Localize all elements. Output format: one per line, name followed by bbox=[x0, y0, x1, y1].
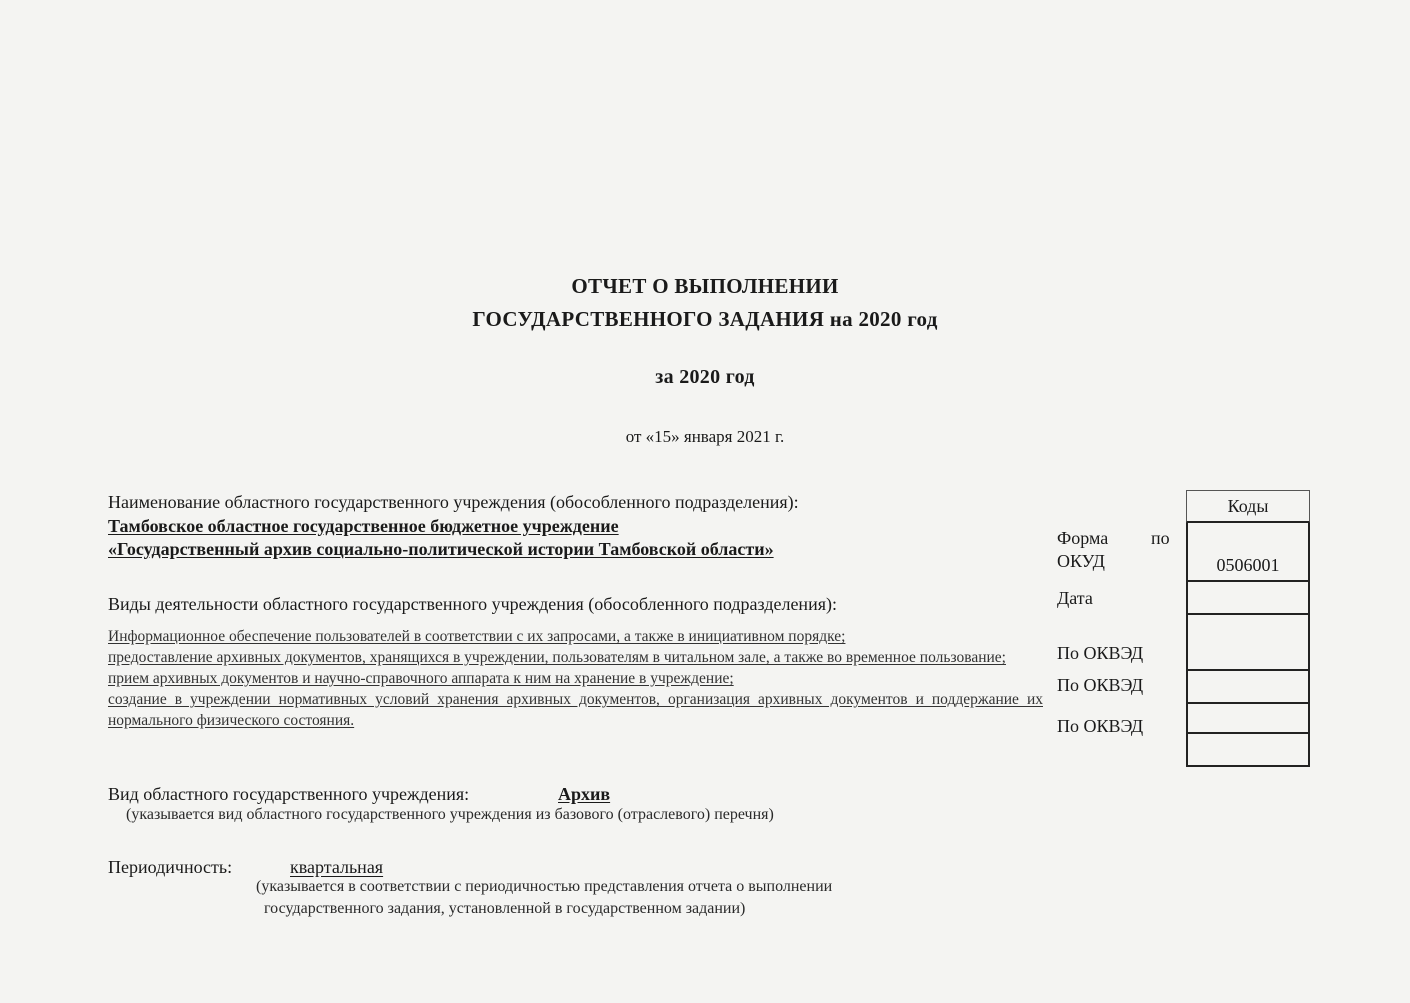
okved-label-1: По ОКВЭД bbox=[1057, 643, 1144, 663]
type-note: (указывается вид областного государственного учреждения из базового (отраслевого) перечня) bbox=[126, 806, 774, 823]
okved-code-cell-1 bbox=[1186, 615, 1310, 671]
institution-name-line2: «Государственный архив социально-политической истории Тамбовской области» bbox=[108, 539, 774, 559]
periodicity-value: квартальная bbox=[290, 857, 384, 877]
codes-table bbox=[1186, 490, 1310, 767]
activities-label: Виды деятельности областного государственного учреждения (обособленного подразделения): bbox=[108, 594, 837, 614]
report-title-line1: ОТЧЕТ О ВЫПОЛНЕНИИ bbox=[571, 274, 839, 298]
activity-item: предоставление архивных документов, хранящихся в учреждении, пользователям в читальном зале, а также во временное пользование; bbox=[108, 649, 1006, 666]
codes-header: Коды bbox=[1186, 490, 1310, 523]
okud-code-cell: 0506001 bbox=[1186, 523, 1310, 582]
type-value: Архив bbox=[558, 784, 611, 804]
okved-label-2: По ОКВЭД bbox=[1057, 675, 1144, 695]
form-okud-label-1: Форма bbox=[1057, 528, 1109, 548]
periodicity-note-line2: государственного задания, установленной в государственном задании) bbox=[264, 900, 746, 917]
activity-item: Информационное обеспечение пользователей в соответствии с их запросами, а также в инициативном порядке; bbox=[108, 628, 846, 645]
activity-item: прием архивных документов и научно-справочного аппарата к ним на хранение в учреждение; bbox=[108, 670, 734, 687]
report-date: от «15» января 2021 г. bbox=[625, 427, 785, 446]
report-title-line2: ГОСУДАРСТВЕННОГО ЗАДАНИЯ на 2020 год bbox=[472, 307, 938, 331]
date-code-cell bbox=[1186, 582, 1310, 615]
form-okud-label-po: по bbox=[1151, 528, 1170, 548]
periodicity-note-line1: (указывается в соответствии с периодичностью представления отчета о выполнении bbox=[256, 878, 833, 895]
periodicity-label: Периодичность: bbox=[108, 857, 233, 877]
institution-label: Наименование областного государственного учреждения (обособленного подразделения): bbox=[108, 492, 799, 512]
activity-item: создание в учреждении нормативных условий хранения архивных документов, организация архивных документов и поддержание их нормального физического состояния. bbox=[108, 691, 1043, 729]
periodicity-value-wrapper bbox=[256, 857, 383, 878]
activities-list bbox=[108, 626, 1043, 731]
okved-code-cell-4 bbox=[1186, 734, 1310, 767]
institution-name-line1: Тамбовское областное государственное бюджетное учреждение bbox=[108, 516, 619, 536]
okved-code-cell-3 bbox=[1186, 704, 1310, 734]
okved-code-cell-2 bbox=[1186, 671, 1310, 704]
report-period: за 2020 год bbox=[655, 366, 755, 388]
type-label: Вид областного государственного учреждения: bbox=[108, 784, 470, 804]
type-value-wrapper bbox=[534, 784, 610, 805]
date-code-label: Дата bbox=[1057, 588, 1093, 608]
okved-label-3: По ОКВЭД bbox=[1057, 716, 1144, 736]
form-okud-label-2: ОКУД bbox=[1057, 551, 1105, 571]
